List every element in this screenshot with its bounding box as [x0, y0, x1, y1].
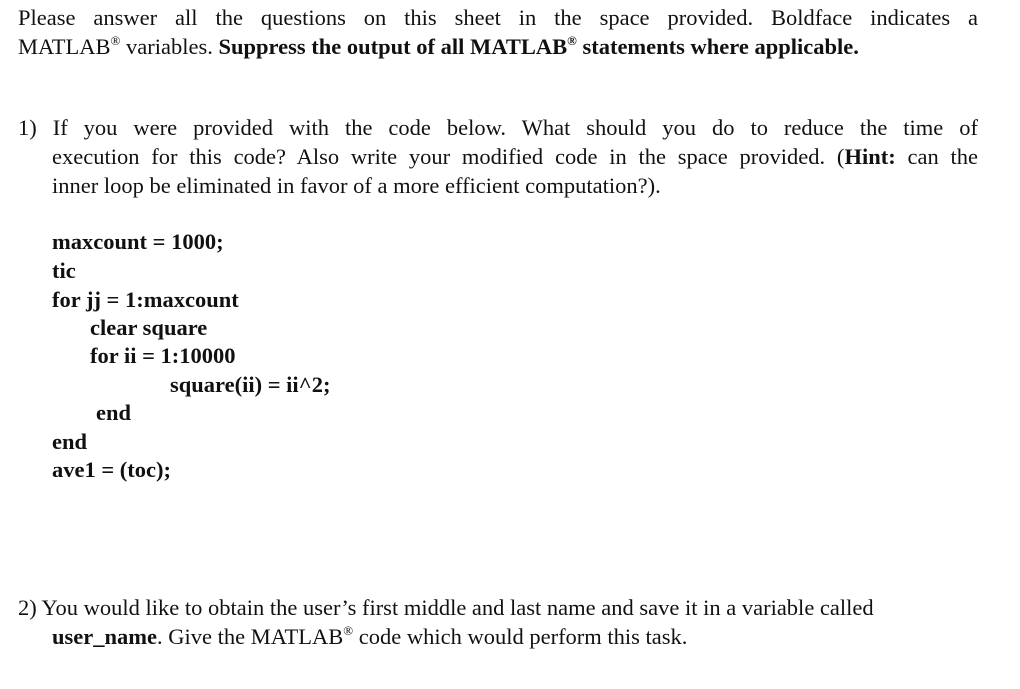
- intro-line-1: Please answer all the questions on this sheet in the space provided. Boldface indicates a: [18, 5, 978, 30]
- question-2-line-2: user_name. Give the MATLAB® code which would perform this task.: [52, 623, 688, 649]
- suppress-instruction: Suppress the output of all MATLAB® statements where applicable.: [218, 33, 859, 59]
- code-line: square(ii) = ii^2;: [170, 372, 331, 397]
- code-line: ave1 = (toc);: [52, 457, 172, 482]
- question-1-line-3: inner loop be eliminated in favor of a more efficient computation?).: [52, 173, 661, 198]
- variable-name: user_name: [52, 624, 157, 649]
- intro-text: variables.: [120, 34, 219, 59]
- registered-mark: ®: [110, 33, 121, 48]
- code-line: clear square: [90, 315, 208, 340]
- code-line: tic: [52, 258, 76, 283]
- intro-text: MATLAB: [18, 34, 111, 59]
- code-line: end: [52, 429, 88, 454]
- intro-line-2: [18, 33, 859, 61]
- registered-mark: ®: [343, 623, 354, 638]
- question-1-line-1: 1) If you were provided with the code below. What should you do to reduce the time of: [18, 115, 978, 140]
- hint-label: Hint:: [844, 144, 896, 169]
- question-2-line-1: 2) You would like to obtain the user’s first middle and last name and save it in a variable called: [18, 595, 874, 620]
- code-line: maxcount = 1000;: [52, 229, 224, 254]
- code-line: for jj = 1:maxcount: [52, 287, 239, 312]
- code-line: for ii = 1:10000: [90, 343, 236, 368]
- code-line: end: [96, 400, 132, 425]
- question-1-line-2: execution for this code? Also write your modified code in the space provided. (Hint: can the: [52, 144, 978, 169]
- registered-mark: ®: [567, 33, 577, 48]
